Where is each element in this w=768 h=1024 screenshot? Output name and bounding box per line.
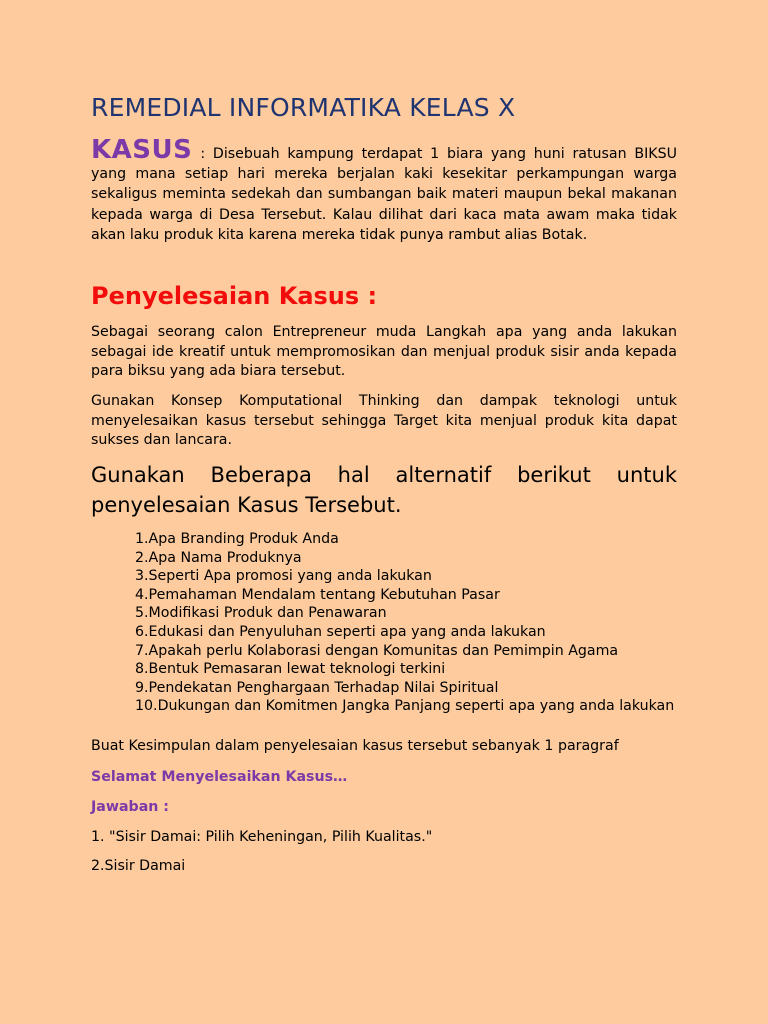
- answer-item: 1. "Sisir Damai: Pilih Keheningan, Pilih Kualitas.": [91, 829, 433, 845]
- case-text: : Disebuah kampung terdapat 1 biara yang huni ratusan BIKSU yang mana setiap hari mereka berjalan kaki kesekitar perkampungan warga sekaligus meminta sedekah dan sumbangan baik materi maupun bekal makanan kepada warga di Desa Tersebut. Kalau dilihat dari kaca mata awam maka tidak akan laku produk kita karena mereka tidak punya rambut alias Botak.: [91, 146, 677, 243]
- list-item: 7.Apakah perlu Kolaborasi dengan Komunitas dan Pemimpin Agama: [135, 642, 619, 659]
- alternatives-intro-line2: penyelesaian Kasus Tersebut.: [91, 493, 402, 517]
- case-label: KASUS: [91, 135, 193, 165]
- list-item: 4.Pemahaman Mendalam tentang Kebutuhan Pasar: [135, 586, 500, 603]
- alternatives-intro: [91, 460, 677, 520]
- paragraph-computational-thinking: Gunakan Konsep Komputational Thinking dan dampak teknologi untuk menyelesaikan kasus tersebut sehingga Target kita menjual produk kita dapat sukses dan lancara.: [91, 393, 677, 449]
- list-item: 3.Seperti Apa promosi yang anda lakukan: [135, 568, 432, 585]
- list-item: 6.Edukasi dan Penyuluhan seperti apa yang anda lakukan: [135, 623, 546, 640]
- alternatives-intro-line1: Gunakan Beberapa hal alternatif berikut untuk: [91, 463, 677, 487]
- list-item: 1.Apa Branding Produk Anda: [135, 531, 339, 547]
- paragraph-entrepreneur: Sebagai seorang calon Entrepreneur muda Langkah apa yang anda lakukan sebagai ide kreatif untuk mempromosikan dan menjual produk sisir anda kepada para biksu yang ada biara tersebut.: [91, 324, 677, 380]
- case-description: [91, 135, 677, 245]
- closing-text: Selamat Menyelesaikan Kasus…: [91, 769, 348, 785]
- page-title: REMEDIAL INFORMATIKA KELAS X: [91, 93, 516, 122]
- list-item: 5.Modifikasi Produk dan Penawaran: [135, 605, 387, 622]
- list-item: 2.Apa Nama Produknya: [135, 549, 302, 566]
- conclusion-instruction: Buat Kesimpulan dalam penyelesaian kasus tersebut sebanyak 1 paragraf: [91, 738, 619, 754]
- list-item: 8.Bentuk Pemasaran lewat teknologi terkini: [135, 661, 446, 678]
- alternatives-list: [135, 530, 680, 716]
- answer-item: 2.Sisir Damai: [91, 858, 186, 874]
- solution-heading: Penyelesaian Kasus :: [91, 282, 378, 310]
- answer-label: Jawaban :: [91, 799, 169, 815]
- list-item: 10.Dukungan dan Komitmen Jangka Panjang seperti apa yang anda lakukan: [135, 698, 675, 715]
- list-item: 9.Pendekatan Penghargaan Terhadap Nilai Spiritual: [135, 679, 499, 696]
